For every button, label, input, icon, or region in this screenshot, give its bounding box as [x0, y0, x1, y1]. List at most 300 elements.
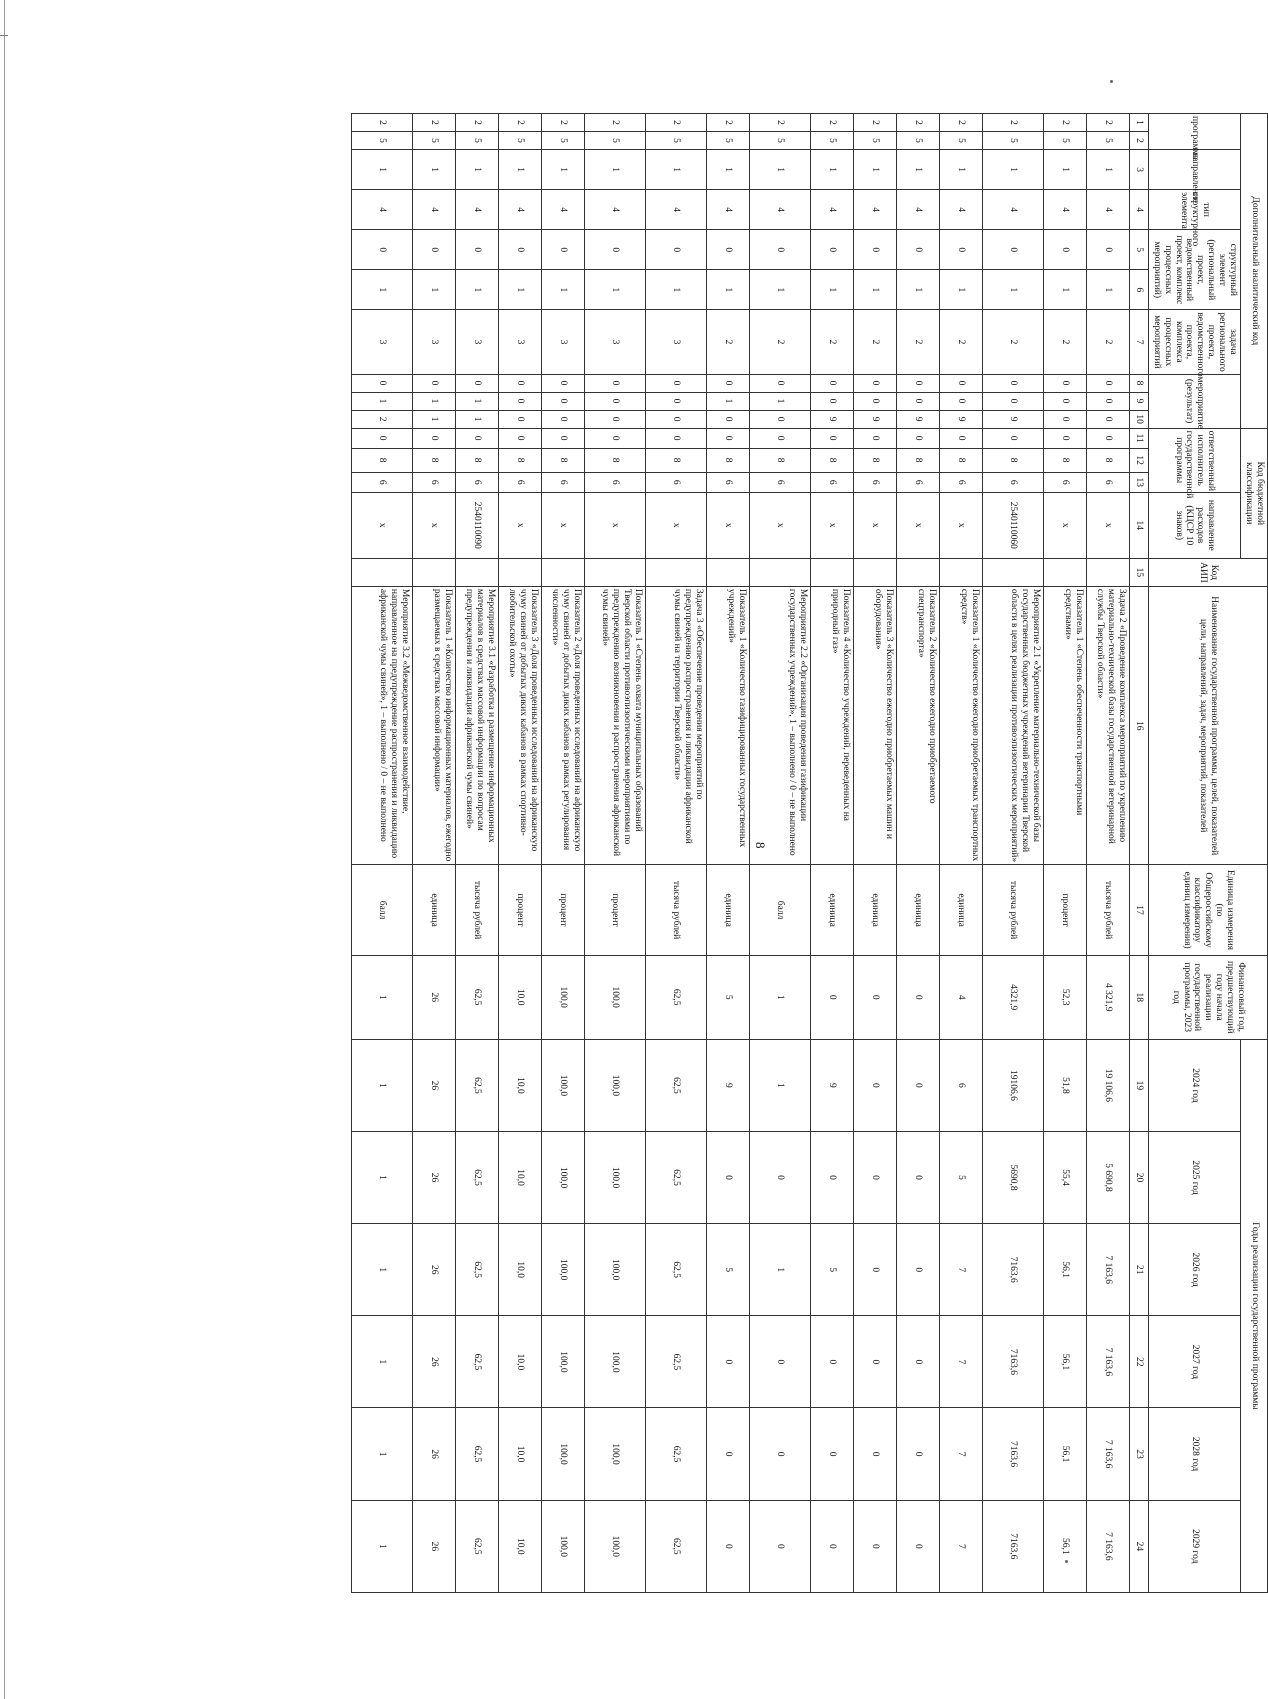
header-task: задача регионального проекта, ведомственного проекта, комплекса процессных мероприятий: [1148, 310, 1240, 374]
header-program: программа: [1148, 114, 1240, 150]
code-cell: 5: [1043, 132, 1086, 150]
item-name-cell: Показатель 1 «Количество ежегодно приобретаемых транспортных средств»: [939, 586, 982, 865]
header-analytic-code: Дополнительный аналитический код: [1241, 114, 1268, 429]
code-cell: 2: [645, 114, 706, 132]
code-cell: 5: [939, 132, 982, 150]
column-number: 22: [1129, 1316, 1148, 1408]
code-cell: 1: [1043, 270, 1086, 310]
code-cell: 9: [939, 410, 982, 428]
year-value-cell: 0: [896, 1500, 939, 1592]
code-cell: 5: [706, 132, 749, 150]
year-value-cell: 26: [412, 1500, 455, 1592]
year-value-cell: 100,0: [541, 1224, 584, 1316]
column-number: 23: [1129, 1408, 1148, 1500]
base-year-value-cell: 5: [706, 955, 749, 1039]
item-name-cell: Мероприятие 3.2 «Межведомственное взаимодействие, направленное на предупреждение распространения и ликвидацию африканской чумы свиней», 1 – выполнено / 0 – не выполнено: [351, 586, 412, 865]
header-base-year: Финансовый год, предшествующий году начала реализации государственной программы, 2023 год: [1148, 955, 1267, 1039]
code-cell: 2: [412, 114, 455, 132]
table-row: [498, 114, 541, 1593]
column-number: 10: [1129, 410, 1148, 428]
year-value-cell: 5: [810, 1224, 853, 1316]
code-cell: 6: [498, 472, 541, 492]
code-cell: 0: [706, 428, 749, 448]
code-cell: [645, 558, 706, 586]
year-value-cell: 0: [896, 1316, 939, 1408]
year-value-cell: 1: [351, 1408, 412, 1500]
code-cell: 8: [584, 448, 645, 472]
code-cell: 2: [1043, 310, 1086, 374]
column-number: 1: [1129, 114, 1148, 132]
year-value-cell: 1: [749, 1039, 810, 1131]
code-cell: 6: [896, 472, 939, 492]
year-value-cell: 62,5: [645, 1408, 706, 1500]
code-cell: 1: [412, 410, 455, 428]
unit-cell: балл: [351, 865, 412, 955]
code-cell: 8: [706, 448, 749, 472]
header-expense: направление расходов (КЦСР 10 знаков): [1148, 492, 1240, 558]
code-cell: 0: [1043, 230, 1086, 270]
header-element-type: тип структурного элемента: [1148, 190, 1240, 230]
year-value-cell: 19 106,6: [1086, 1039, 1129, 1131]
code-cell: 0: [498, 392, 541, 410]
code-cell: 2: [982, 114, 1043, 132]
unit-cell: процент: [498, 865, 541, 955]
header-budget-code: Код бюджетной классификации: [1241, 428, 1268, 558]
code-cell: [584, 558, 645, 586]
item-name-cell: Показатель 3 «Количество ежегодно приобретаемых машин и оборудования»: [853, 586, 896, 865]
column-number-row: [1129, 114, 1148, 1593]
year-value-cell: 7163,6: [982, 1408, 1043, 1500]
code-cell: 3: [412, 310, 455, 374]
unit-cell: тысяча рублей: [645, 865, 706, 955]
code-cell: 1: [412, 392, 455, 410]
year-value-cell: 5: [939, 1131, 982, 1223]
code-cell: 1: [351, 150, 412, 190]
code-cell: 1: [749, 270, 810, 310]
code-cell: 1: [982, 270, 1043, 310]
code-cell: 1: [541, 270, 584, 310]
year-value-cell: 100,0: [584, 1500, 645, 1592]
year-value-cell: 0: [810, 1500, 853, 1592]
code-cell: 5: [645, 132, 706, 150]
column-number: 6: [1129, 270, 1148, 310]
code-cell: 2: [351, 114, 412, 132]
year-value-cell: 7: [939, 1500, 982, 1592]
header-year: 2025 год: [1148, 1131, 1240, 1223]
code-cell: 6: [1043, 472, 1086, 492]
year-value-cell: 62,5: [645, 1039, 706, 1131]
code-cell: 8: [939, 448, 982, 472]
code-cell: 1: [455, 392, 498, 410]
code-cell: 4: [896, 190, 939, 230]
unit-cell: единица: [896, 865, 939, 955]
code-cell: 1: [939, 270, 982, 310]
code-cell: 1: [1043, 150, 1086, 190]
year-value-cell: 0: [810, 1408, 853, 1500]
code-cell: [455, 558, 498, 586]
item-name-cell: Показатель 4 «Количество учреждений, переведенных на природный газ»: [810, 586, 853, 865]
code-cell: 5: [853, 132, 896, 150]
table-row: [749, 114, 810, 1593]
code-cell: 6: [584, 472, 645, 492]
code-cell: х: [645, 492, 706, 558]
year-value-cell: 26: [412, 1316, 455, 1408]
column-number: 5: [1129, 230, 1148, 270]
scan-edge-line: [4, 0, 5, 1699]
code-cell: 0: [853, 374, 896, 392]
code-cell: 2540110090: [455, 492, 498, 558]
header-year: 2024 год: [1148, 1039, 1240, 1131]
unit-cell: тысяча рублей: [1086, 865, 1129, 955]
code-cell: 0: [982, 392, 1043, 410]
code-cell: [412, 558, 455, 586]
code-cell: 0: [939, 230, 982, 270]
unit-cell: процент: [584, 865, 645, 955]
year-value-cell: 62,5: [645, 1500, 706, 1592]
year-value-cell: 0: [749, 1316, 810, 1408]
year-value-cell: 62,5: [645, 1224, 706, 1316]
year-value-cell: 100,0: [541, 1039, 584, 1131]
item-name-cell: Показатель 1 «Количество газифицированных государственных учреждений»: [706, 586, 749, 865]
code-cell: х: [584, 492, 645, 558]
code-cell: 2: [1086, 310, 1129, 374]
code-cell: 1: [498, 270, 541, 310]
code-cell: 0: [982, 230, 1043, 270]
table-row: [351, 114, 412, 1593]
code-cell: 2540110060: [982, 492, 1043, 558]
code-cell: 1: [351, 270, 412, 310]
code-cell: х: [541, 492, 584, 558]
code-cell: 6: [541, 472, 584, 492]
year-value-cell: 0: [896, 1039, 939, 1131]
code-cell: 2: [584, 114, 645, 132]
code-cell: 9: [896, 410, 939, 428]
header-aip-code: Код АИП: [1148, 558, 1267, 586]
unit-cell: балл: [749, 865, 810, 955]
code-cell: 1: [1086, 150, 1129, 190]
code-cell: 2: [351, 410, 412, 428]
code-cell: 2: [939, 310, 982, 374]
column-number: 16: [1129, 586, 1148, 865]
year-value-cell: 9: [706, 1039, 749, 1131]
year-value-cell: 100,0: [541, 1500, 584, 1592]
item-name-cell: Показатель 2 «Количество ежегодно приобретаемого спецтранспорта»: [896, 586, 939, 865]
code-cell: 1: [541, 150, 584, 190]
code-cell: 1: [896, 150, 939, 190]
unit-cell: единица: [853, 865, 896, 955]
base-year-value-cell: 52,3: [1043, 955, 1086, 1039]
code-cell: 0: [584, 392, 645, 410]
code-cell: 1: [455, 150, 498, 190]
code-cell: 0: [455, 374, 498, 392]
header-years-group: Годы реализации государственной программы: [1241, 1039, 1268, 1592]
column-number: 20: [1129, 1131, 1148, 1223]
code-cell: 0: [939, 428, 982, 448]
code-cell: 2: [1086, 114, 1129, 132]
unit-cell: единица: [810, 865, 853, 955]
code-cell: 1: [351, 392, 412, 410]
year-value-cell: 10,0: [498, 1039, 541, 1131]
code-cell: 2: [541, 114, 584, 132]
header-year: 2028 год: [1148, 1408, 1240, 1500]
code-cell: 0: [1043, 410, 1086, 428]
table-row: [645, 114, 706, 1593]
column-number: 12: [1129, 448, 1148, 472]
code-cell: 1: [853, 150, 896, 190]
code-cell: 0: [810, 428, 853, 448]
code-cell: 2: [455, 114, 498, 132]
code-cell: 0: [1086, 230, 1129, 270]
base-year-value-cell: 26: [412, 955, 455, 1039]
column-number: 11: [1129, 428, 1148, 448]
year-value-cell: 7 163,6: [1086, 1316, 1129, 1408]
code-cell: 0: [982, 374, 1043, 392]
column-number: 4: [1129, 190, 1148, 230]
code-cell: 4: [853, 190, 896, 230]
code-cell: 1: [498, 150, 541, 190]
header-unit: Единица измерения (по Общероссийскому классификатору единиц измерения): [1148, 865, 1267, 955]
year-value-cell: 56,1: [1043, 1500, 1086, 1592]
code-cell: [896, 558, 939, 586]
code-cell: 2: [896, 114, 939, 132]
code-cell: 2: [982, 310, 1043, 374]
code-cell: 3: [455, 310, 498, 374]
code-cell: 5: [584, 132, 645, 150]
year-value-cell: 62,5: [455, 1039, 498, 1131]
code-cell: 0: [584, 230, 645, 270]
year-value-cell: 100,0: [541, 1316, 584, 1408]
table-row: [982, 114, 1043, 1593]
code-cell: 0: [455, 428, 498, 448]
code-cell: 9: [810, 410, 853, 428]
year-value-cell: 5 690,8: [1086, 1131, 1129, 1223]
item-name-cell: Показатель 2 «Доля проведенных исследований на африканскую чуму свиней от добытых диких кабанов в рамках регулирования численности»: [541, 586, 584, 865]
table-row: [1043, 114, 1086, 1593]
code-cell: 0: [896, 428, 939, 448]
year-value-cell: 100,0: [541, 1131, 584, 1223]
column-number: 17: [1129, 865, 1148, 955]
code-cell: 6: [853, 472, 896, 492]
column-number: 15: [1129, 558, 1148, 586]
year-value-cell: 62,5: [455, 1408, 498, 1500]
code-cell: 0: [1043, 392, 1086, 410]
code-cell: 6: [939, 472, 982, 492]
table-row: [455, 114, 498, 1593]
item-name-cell: Показатель 1 «Степень обеспеченности транспортными средствами»: [1043, 586, 1086, 865]
year-value-cell: 26: [412, 1131, 455, 1223]
code-cell: х: [351, 492, 412, 558]
code-cell: 3: [351, 310, 412, 374]
code-cell: 0: [853, 428, 896, 448]
code-cell: 1: [645, 270, 706, 310]
code-cell: 3: [541, 310, 584, 374]
code-cell: 0: [896, 374, 939, 392]
code-cell: 8: [1086, 448, 1129, 472]
year-value-cell: 0: [853, 1131, 896, 1223]
code-cell: 6: [982, 472, 1043, 492]
code-cell: 1: [584, 270, 645, 310]
year-value-cell: 51,8: [1043, 1039, 1086, 1131]
code-cell: 0: [584, 428, 645, 448]
code-cell: 0: [351, 374, 412, 392]
year-value-cell: 7163,6: [982, 1500, 1043, 1592]
code-cell: х: [498, 492, 541, 558]
year-value-cell: 62,5: [645, 1131, 706, 1223]
code-cell: 4: [498, 190, 541, 230]
year-value-cell: 10,0: [498, 1224, 541, 1316]
code-cell: 9: [982, 410, 1043, 428]
code-cell: 0: [982, 428, 1043, 448]
code-cell: 0: [541, 392, 584, 410]
base-year-value-cell: 4321,9: [982, 955, 1043, 1039]
code-cell: х: [706, 492, 749, 558]
year-value-cell: 0: [706, 1131, 749, 1223]
code-cell: 0: [810, 392, 853, 410]
code-cell: 1: [749, 150, 810, 190]
year-value-cell: 1: [351, 1131, 412, 1223]
column-number: 24: [1129, 1500, 1148, 1592]
code-cell: х: [853, 492, 896, 558]
code-cell: 5: [810, 132, 853, 150]
column-number: 19: [1129, 1039, 1148, 1131]
base-year-value-cell: 1: [351, 955, 412, 1039]
code-cell: 5: [412, 132, 455, 150]
code-cell: 8: [455, 448, 498, 472]
year-value-cell: 10,0: [498, 1500, 541, 1592]
base-year-value-cell: 0: [853, 955, 896, 1039]
table-row: [412, 114, 455, 1593]
year-value-cell: 7: [939, 1408, 982, 1500]
year-value-cell: 56,1: [1043, 1408, 1086, 1500]
year-value-cell: 26: [412, 1039, 455, 1131]
table-body: [351, 114, 1129, 1593]
page-number: 8: [753, 842, 768, 849]
code-cell: 8: [982, 448, 1043, 472]
header-element: структурный элемент (региональный проект, ведомственный проект, комплекс процессных мероприятий): [1148, 230, 1240, 310]
code-cell: 6: [810, 472, 853, 492]
header-year: 2026 год: [1148, 1224, 1240, 1316]
code-cell: 4: [982, 190, 1043, 230]
header-executor: ответственный исполнитель государственной программы: [1148, 428, 1240, 492]
code-cell: 8: [541, 448, 584, 472]
code-cell: 0: [645, 428, 706, 448]
code-cell: 3: [584, 310, 645, 374]
year-value-cell: 0: [853, 1316, 896, 1408]
code-cell: 0: [645, 410, 706, 428]
code-cell: 4: [645, 190, 706, 230]
code-cell: 0: [412, 428, 455, 448]
code-cell: 0: [498, 410, 541, 428]
code-cell: 4: [749, 190, 810, 230]
code-cell: [810, 558, 853, 586]
base-year-value-cell: 62,5: [645, 955, 706, 1039]
code-cell: [1086, 558, 1129, 586]
code-cell: [498, 558, 541, 586]
code-cell: 5: [749, 132, 810, 150]
table-row: [896, 114, 939, 1593]
year-value-cell: 10,0: [498, 1316, 541, 1408]
code-cell: 2: [749, 310, 810, 374]
code-cell: 4: [541, 190, 584, 230]
code-cell: [939, 558, 982, 586]
code-cell: 0: [541, 410, 584, 428]
code-cell: 5: [896, 132, 939, 150]
code-cell: 0: [1086, 428, 1129, 448]
code-cell: 4: [1086, 190, 1129, 230]
code-cell: 4: [455, 190, 498, 230]
year-value-cell: 0: [810, 1316, 853, 1408]
code-cell: 6: [645, 472, 706, 492]
year-value-cell: 6: [939, 1039, 982, 1131]
code-cell: 4: [706, 190, 749, 230]
year-value-cell: 7163,6: [982, 1316, 1043, 1408]
code-cell: 6: [706, 472, 749, 492]
base-year-value-cell: 62,5: [455, 955, 498, 1039]
code-cell: 2: [1043, 114, 1086, 132]
code-cell: 8: [412, 448, 455, 472]
column-number: 7: [1129, 310, 1148, 374]
year-value-cell: 100,0: [584, 1316, 645, 1408]
year-value-cell: 100,0: [584, 1408, 645, 1500]
code-cell: 4: [412, 190, 455, 230]
base-year-value-cell: 100,0: [541, 955, 584, 1039]
code-cell: х: [749, 492, 810, 558]
code-cell: 0: [706, 374, 749, 392]
code-cell: 0: [1086, 410, 1129, 428]
code-cell: 2: [896, 310, 939, 374]
year-value-cell: 100,0: [584, 1039, 645, 1131]
year-value-cell: 7 163,6: [1086, 1408, 1129, 1500]
code-cell: 0: [706, 410, 749, 428]
item-name-cell: Показатель 1 «Степень охвата муниципальных образований Тверской области противоэпизоотическими мероприятиями по предупреждению возникновения и распространения африканской чумы свиней»: [584, 586, 645, 865]
base-year-value-cell: 1: [749, 955, 810, 1039]
year-value-cell: 1: [351, 1224, 412, 1316]
base-year-value-cell: 4: [939, 955, 982, 1039]
year-value-cell: 1: [749, 1224, 810, 1316]
code-cell: 8: [853, 448, 896, 472]
item-name-cell: Показатель 3 «Доля проведенных исследований на африканскую чуму свиней от добытых диких кабанов в рамках спортивно-любительской охоты»: [498, 586, 541, 865]
code-cell: 1: [749, 392, 810, 410]
code-cell: 8: [498, 448, 541, 472]
year-value-cell: 56,1: [1043, 1224, 1086, 1316]
code-cell: 2: [810, 114, 853, 132]
header-year: 2027 год: [1148, 1316, 1240, 1408]
year-value-cell: 7163,6: [982, 1224, 1043, 1316]
code-cell: 1: [810, 270, 853, 310]
code-cell: [541, 558, 584, 586]
column-number: 9: [1129, 392, 1148, 410]
code-cell: 0: [749, 428, 810, 448]
code-cell: 8: [749, 448, 810, 472]
code-cell: 4: [810, 190, 853, 230]
code-cell: 3: [498, 310, 541, 374]
year-value-cell: 0: [706, 1316, 749, 1408]
year-value-cell: 0: [749, 1131, 810, 1223]
code-cell: 0: [749, 230, 810, 270]
column-number: 18: [1129, 955, 1148, 1039]
column-number: 13: [1129, 472, 1148, 492]
year-value-cell: 5690,8: [982, 1131, 1043, 1223]
year-value-cell: 19106,6: [982, 1039, 1043, 1131]
code-cell: 5: [541, 132, 584, 150]
year-value-cell: 10,0: [498, 1408, 541, 1500]
year-value-cell: 100,0: [584, 1131, 645, 1223]
column-number: 2: [1129, 132, 1148, 150]
code-cell: 1: [810, 150, 853, 190]
code-cell: 0: [645, 374, 706, 392]
code-cell: 1: [1086, 270, 1129, 310]
table-row: [706, 114, 749, 1593]
